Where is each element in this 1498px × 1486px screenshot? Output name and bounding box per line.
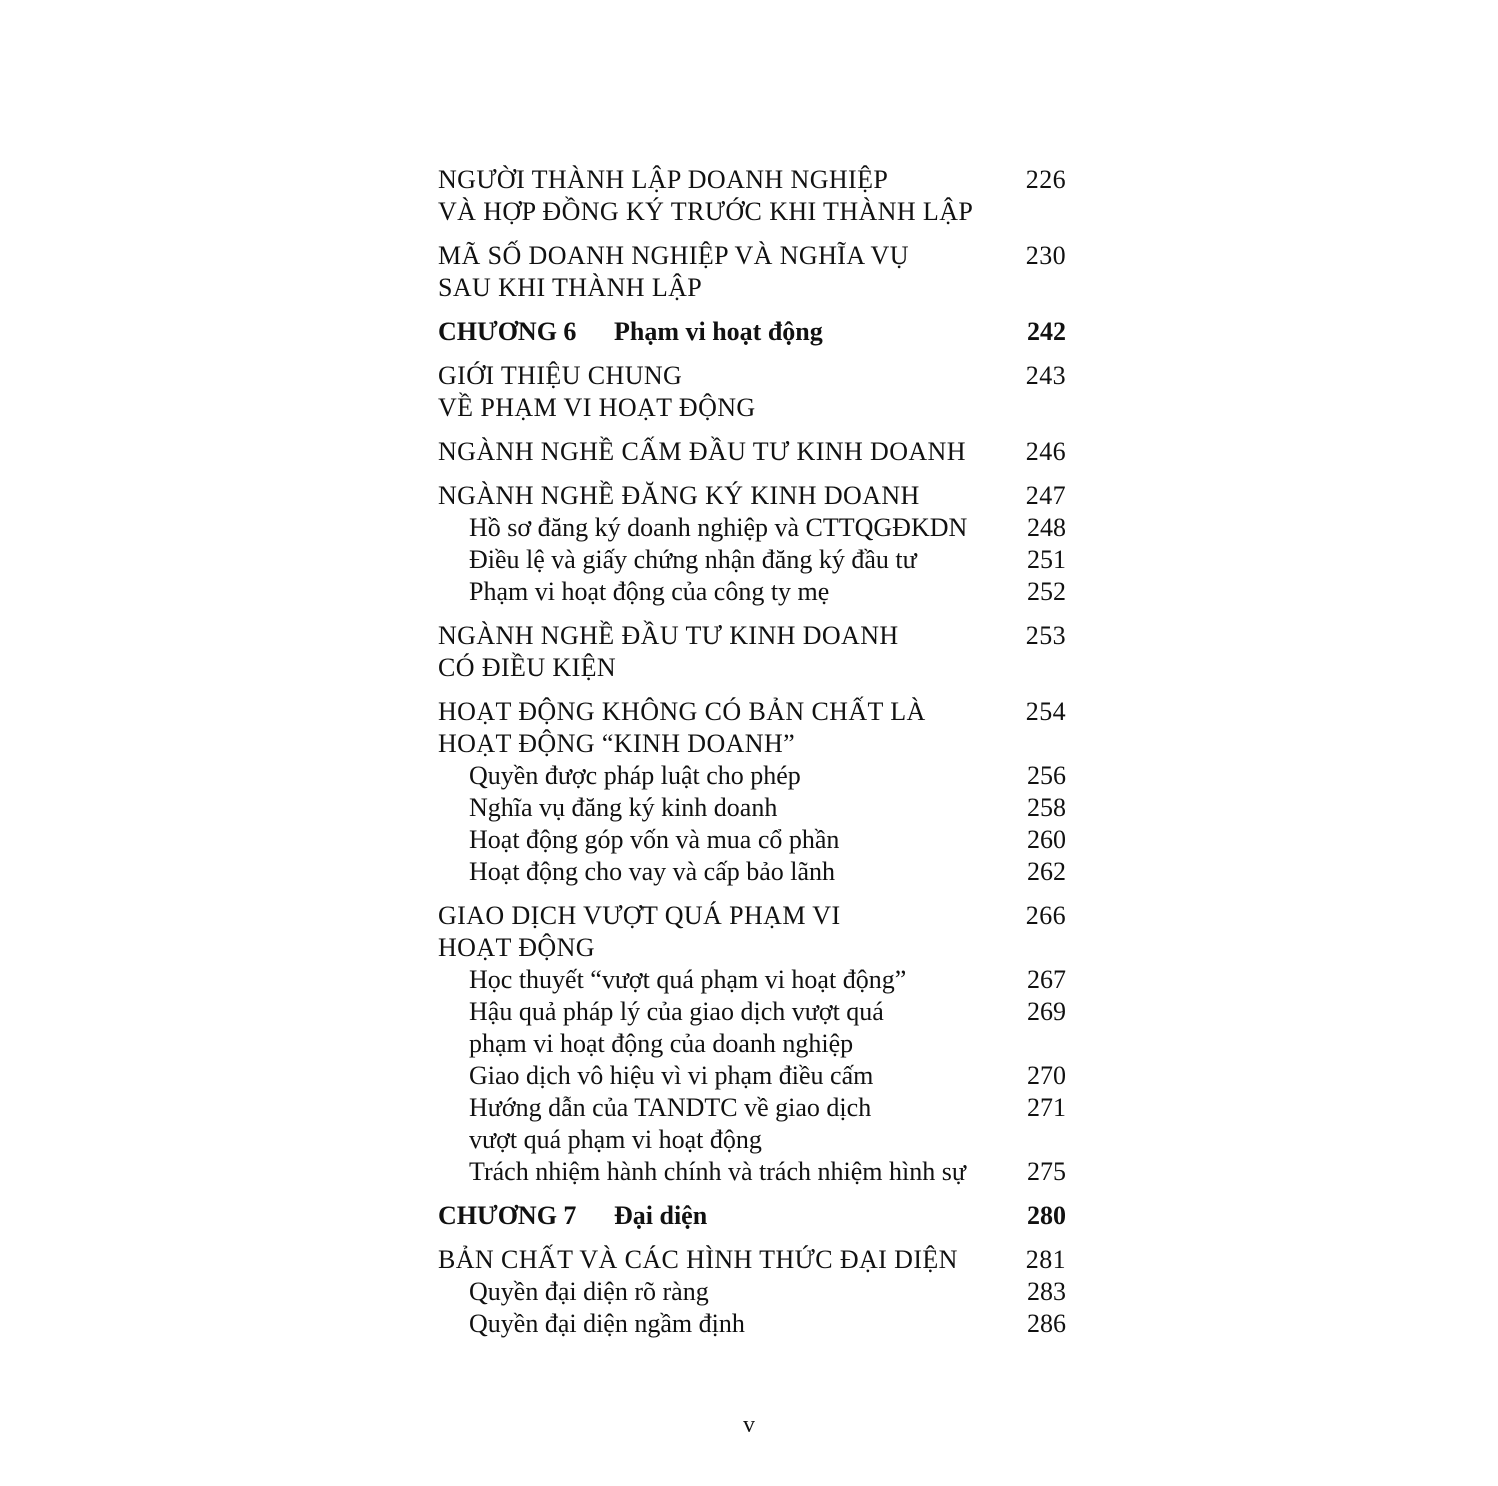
toc-entry (438, 620, 1066, 684)
page-number: 230 (1025, 241, 1066, 270)
toc-subentry (438, 544, 1066, 576)
page-number: 242 (1027, 317, 1066, 346)
toc-subentry (438, 1308, 1066, 1340)
entry-title: Điều lệ và giấy chứng nhận đăng ký đầu tư (469, 545, 917, 574)
page-number: 283 (1027, 1277, 1066, 1306)
page-number: 243 (1025, 361, 1066, 390)
toc-entry (438, 436, 1066, 468)
toc-subentry (438, 1060, 1066, 1092)
page-number: 270 (1027, 1061, 1066, 1090)
page-number: 251 (1027, 545, 1066, 574)
page-number: 275 (1027, 1157, 1066, 1186)
toc-subentry (438, 964, 1066, 996)
page-number: 281 (1025, 1245, 1066, 1274)
toc-entry (438, 900, 1066, 964)
toc-subentry (438, 576, 1066, 608)
page-number: 252 (1027, 577, 1066, 606)
entry-title: NGÀNH NGHỀ ĐĂNG KÝ KINH DOANH (438, 481, 920, 510)
entry-title: NGÀNH NGHỀ ĐẦU TƯ KINH DOANH CÓ ĐIỀU KIỆN (438, 621, 899, 682)
toc-subentry (438, 792, 1066, 824)
chapter-title: Phạm vi hoạt động (614, 317, 823, 346)
page-number: 267 (1027, 965, 1066, 994)
page-number: 269 (1027, 997, 1066, 1026)
entry-title: Hoạt động cho vay và cấp bảo lãnh (469, 857, 836, 886)
page-number: 266 (1025, 901, 1066, 930)
toc-entry (438, 480, 1066, 512)
toc-subentry (438, 1276, 1066, 1308)
page-number: 256 (1027, 761, 1066, 790)
toc-entry (438, 1244, 1066, 1276)
entry-title: GIAO DỊCH VƯỢT QUÁ PHẠM VI HOẠT ĐỘNG (438, 901, 841, 962)
entry-title: Quyền đại diện rõ ràng (469, 1277, 709, 1306)
chapter-heading (438, 1200, 1066, 1232)
page-number: 271 (1027, 1093, 1066, 1122)
page-number: 262 (1027, 857, 1066, 886)
page-folio: v (743, 1412, 755, 1438)
toc-subentry (438, 512, 1066, 544)
page-number: 254 (1025, 697, 1066, 726)
entry-title: GIỚI THIỆU CHUNG VỀ PHẠM VI HOẠT ĐỘNG (438, 361, 756, 422)
toc-entry (438, 164, 1066, 228)
chapter-title: Đại diện (614, 1201, 708, 1230)
entry-title: Giao dịch vô hiệu vì vi phạm điều cấm (469, 1061, 874, 1090)
entry-title: HOẠT ĐỘNG KHÔNG CÓ BẢN CHẤT LÀ HOẠT ĐỘNG “KINH DOANH” (438, 697, 926, 758)
chapter-number: CHƯƠNG 7 (438, 1201, 577, 1230)
page-number: 253 (1025, 621, 1066, 650)
page-number: 280 (1027, 1201, 1066, 1230)
page-number: 286 (1027, 1309, 1066, 1338)
entry-title: Quyền được pháp luật cho phép (469, 761, 801, 790)
entry-title: Hồ sơ đăng ký doanh nghiệp và CTTQGĐKDN (469, 513, 968, 542)
entry-title: Hoạt động góp vốn và mua cổ phần (469, 825, 840, 854)
entry-title: MÃ SỐ DOANH NGHIỆP VÀ NGHĨA VỤ SAU KHI THÀNH LẬP (438, 241, 909, 302)
entry-title: NGƯỜI THÀNH LẬP DOANH NGHIỆP VÀ HỢP ĐỒNG KÝ TRƯỚC KHI THÀNH LẬP (438, 165, 974, 226)
toc-subentry (438, 856, 1066, 888)
toc-entry (438, 240, 1066, 304)
toc-subentry (438, 1092, 1066, 1156)
page-number: 248 (1027, 513, 1066, 542)
entry-title: Nghĩa vụ đăng ký kinh doanh (469, 793, 778, 822)
toc-subentry (438, 760, 1066, 792)
toc-entry (438, 696, 1066, 760)
page-number: 260 (1027, 825, 1066, 854)
page-number: 247 (1025, 481, 1066, 510)
entry-title: BẢN CHẤT VÀ CÁC HÌNH THỨC ĐẠI DIỆN (438, 1245, 958, 1274)
table-of-contents (438, 164, 1066, 1340)
toc-subentry (438, 824, 1066, 856)
entry-title: Phạm vi hoạt động của công ty mẹ (469, 577, 830, 606)
toc-subentry (438, 1156, 1066, 1188)
chapter-number: CHƯƠNG 6 (438, 317, 577, 346)
entry-title: Hướng dẫn của TANDTC về giao dịch vượt quá phạm vi hoạt động (469, 1093, 872, 1154)
entry-title: Quyền đại diện ngầm định (469, 1309, 745, 1338)
page-number: 226 (1025, 165, 1066, 194)
entry-title: Hậu quả pháp lý của giao dịch vượt quá phạm vi hoạt động của doanh nghiệp (469, 997, 884, 1058)
toc-entry (438, 360, 1066, 424)
entry-title: NGÀNH NGHỀ CẤM ĐẦU TƯ KINH DOANH (438, 437, 966, 466)
toc-subentry (438, 996, 1066, 1060)
page-number: 246 (1025, 437, 1066, 466)
page-number: 258 (1027, 793, 1066, 822)
entry-title: Học thuyết “vượt quá phạm vi hoạt động” (469, 965, 907, 994)
chapter-heading (438, 316, 1066, 348)
entry-title: Trách nhiệm hành chính và trách nhiệm hình sự (469, 1157, 966, 1186)
